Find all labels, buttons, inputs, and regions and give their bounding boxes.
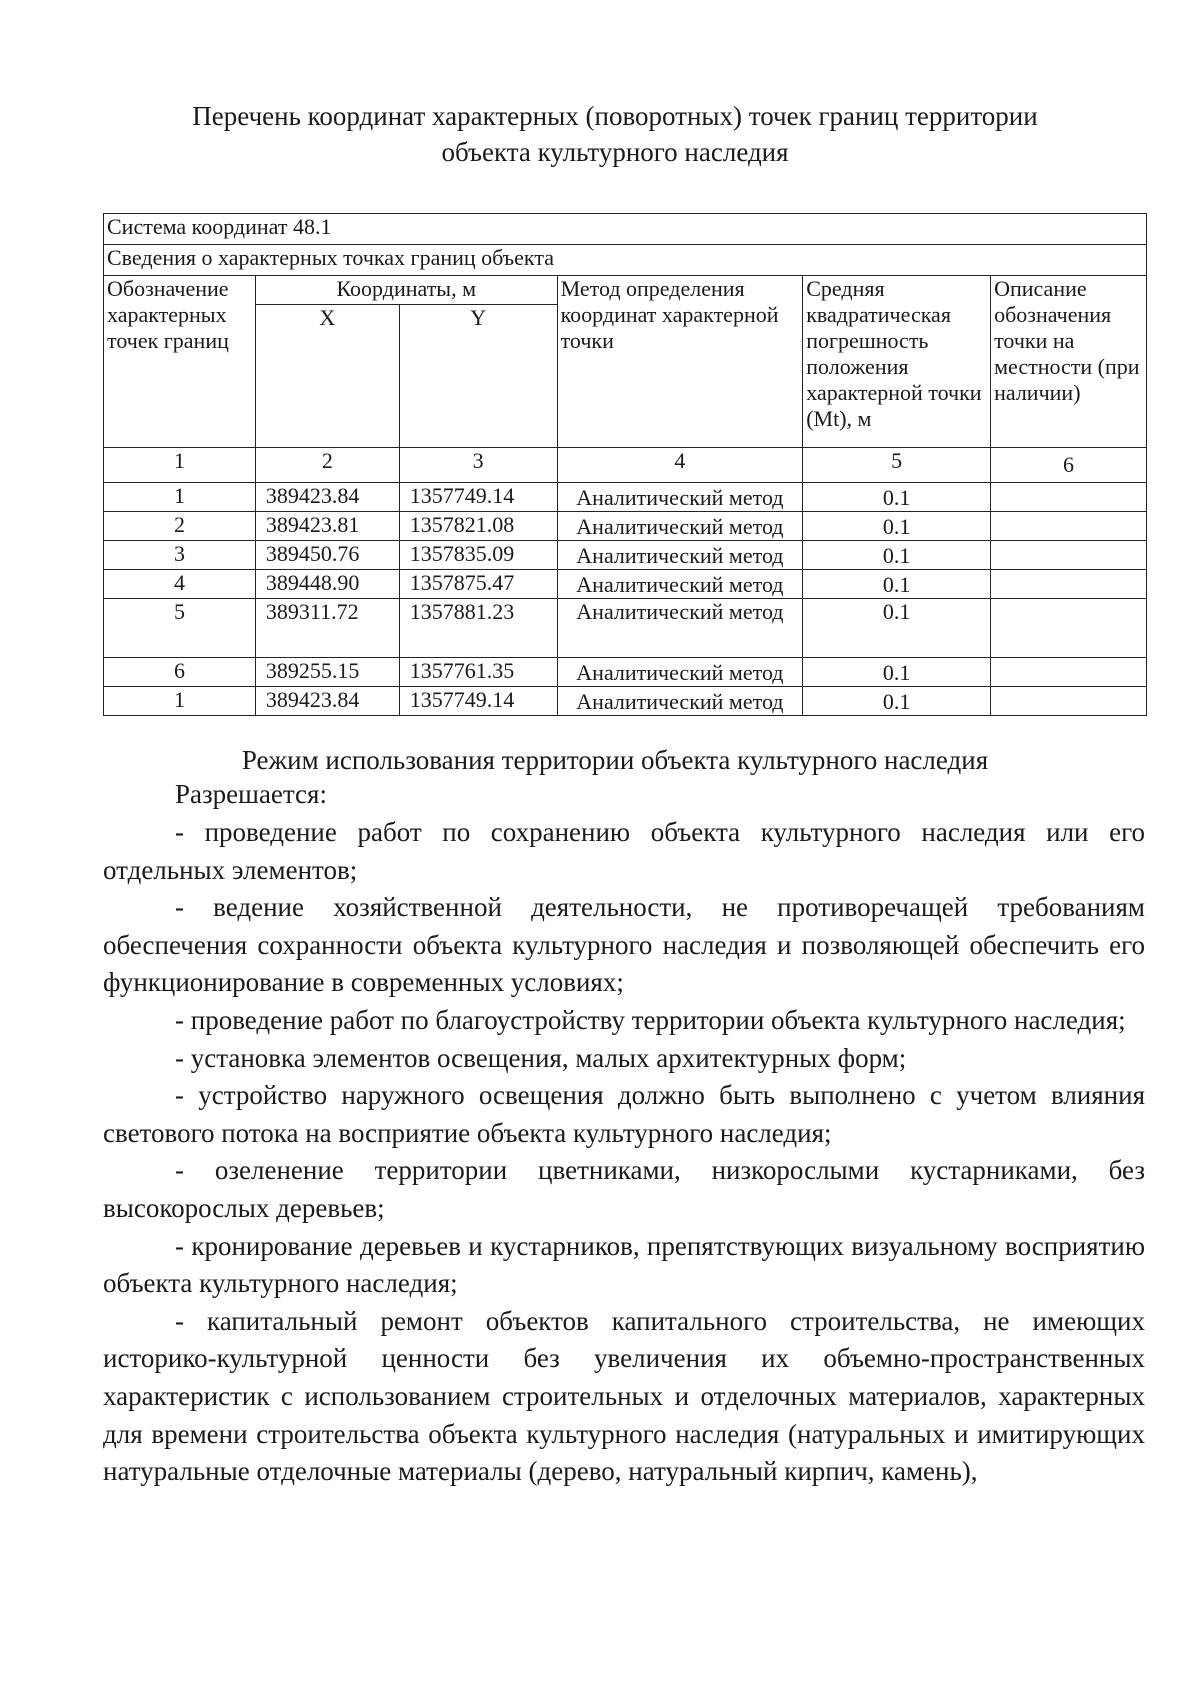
description-cell xyxy=(991,658,1147,687)
list-item: - установка элементов освещения, малых архитектурных форм; xyxy=(175,1042,907,1073)
list-item: - озеленение территории цветниками, низкорослыми кустарниками, без высокорослых деревьев; xyxy=(103,1155,1145,1223)
y-cell: 1357749.14 xyxy=(399,483,557,512)
point-cell: 3 xyxy=(104,541,256,570)
table-row xyxy=(104,658,1147,687)
header-coordinates: Координаты, м xyxy=(255,276,557,305)
col-number: 6 xyxy=(991,448,1147,483)
description-cell xyxy=(991,512,1147,541)
x-cell: 389255.15 xyxy=(255,658,399,687)
error-cell: 0.1 xyxy=(803,541,991,570)
list-item: - проведение работ по сохранению объекта культурного наследия или его отдельных элементов; xyxy=(103,817,1145,885)
header-x: X xyxy=(255,305,399,448)
method-cell: Аналитический метод xyxy=(557,599,803,658)
header-error: Средняя квадратическая погрешность положения характерной точки (Mt), м xyxy=(803,276,991,448)
method-cell: Аналитический метод xyxy=(557,483,803,512)
list-item: - ведение хозяйственной деятельности, не противоречащей требованиям обеспечения сохранности объекта культурного наследия и позволяющей обеспечить его функционирование в современных условиях; xyxy=(103,892,1145,998)
y-cell: 1357835.09 xyxy=(399,541,557,570)
coordinates-table xyxy=(103,213,1147,716)
table-row xyxy=(104,687,1147,716)
method-cell: Аналитический метод xyxy=(557,687,803,716)
method-cell: Аналитический метод xyxy=(557,512,803,541)
x-cell: 389311.72 xyxy=(255,599,399,658)
list-item: - устройство наружного освещения должно быть выполнено с учетом влияния светового потока на восприятие объекта культурного наследия; xyxy=(103,1080,1145,1148)
coord-system-cell: Система координат 48.1 xyxy=(104,214,1147,245)
y-cell: 1357821.08 xyxy=(399,512,557,541)
error-cell: 0.1 xyxy=(803,483,991,512)
x-cell: 389423.84 xyxy=(255,687,399,716)
y-cell: 1357881.23 xyxy=(399,599,557,658)
col-number: 4 xyxy=(557,448,803,483)
method-cell: Аналитический метод xyxy=(557,541,803,570)
allowed-label: Разрешается: xyxy=(175,779,327,809)
title-line-2: объекта культурного наследия xyxy=(441,137,789,167)
x-cell: 389448.90 xyxy=(255,570,399,599)
col-number: 2 xyxy=(255,448,399,483)
description-cell xyxy=(991,599,1147,658)
table-row xyxy=(104,570,1147,599)
col-number: 5 xyxy=(803,448,991,483)
y-cell: 1357875.47 xyxy=(399,570,557,599)
description-cell xyxy=(991,570,1147,599)
regime-list xyxy=(103,814,1145,1491)
col-number: 3 xyxy=(399,448,557,483)
document-title xyxy=(150,98,1080,170)
description-cell xyxy=(991,541,1147,570)
x-cell: 389423.84 xyxy=(255,483,399,512)
x-cell: 389450.76 xyxy=(255,541,399,570)
error-cell: 0.1 xyxy=(803,658,991,687)
header-method: Метод определения координат характерной точки xyxy=(557,276,803,448)
col-number: 1 xyxy=(104,448,256,483)
point-cell: 4 xyxy=(104,570,256,599)
y-cell: 1357749.14 xyxy=(399,687,557,716)
error-cell: 0.1 xyxy=(803,570,991,599)
list-item: - кронирование деревьев и кустарников, препятствующих визуальному восприятию объекта культурного наследия; xyxy=(103,1230,1145,1299)
regime-title: Режим использования территории объекта культурного наследия xyxy=(241,745,989,775)
table-row xyxy=(104,541,1147,570)
points-info-cell: Сведения о характерных точках границ объекта xyxy=(104,245,1147,276)
error-cell: 0.1 xyxy=(803,512,991,541)
x-cell: 389423.81 xyxy=(255,512,399,541)
error-cell: 0.1 xyxy=(803,687,991,716)
table-row xyxy=(104,512,1147,541)
point-cell: 2 xyxy=(104,512,256,541)
description-cell xyxy=(991,687,1147,716)
point-cell: 1 xyxy=(104,687,256,716)
point-cell: 1 xyxy=(104,483,256,512)
point-cell: 5 xyxy=(104,599,256,658)
header-description: Описание обозначения точки на местности (при наличии) xyxy=(991,276,1147,448)
list-item: - проведение работ по благоустройству территории объекта культурного наследия; xyxy=(175,1004,1126,1035)
description-cell xyxy=(991,483,1147,512)
table-row xyxy=(104,483,1147,512)
column-numbers-row xyxy=(104,448,1147,483)
header-designation: Обозначение характерных точек границ xyxy=(104,276,256,448)
method-cell: Аналитический метод xyxy=(557,570,803,599)
table-row xyxy=(104,599,1147,658)
y-cell: 1357761.35 xyxy=(399,658,557,687)
title-line-1: Перечень координат характерных (поворотных) точек границ территории xyxy=(192,101,1038,131)
point-cell: 6 xyxy=(104,658,256,687)
error-cell: 0.1 xyxy=(803,599,991,658)
header-y: Y xyxy=(399,305,557,448)
list-item: - капитальный ремонт объектов капитального строительства, не имеющих историко-культурной ценности без увеличения их объемно-пространственных характеристик с использованием строительных и отделочных материалов, характерных для времени строительства объекта культурного наследия (натуральных и имитирующих натуральные отделочные материалы (дерево, натуральный кирпич, камень), xyxy=(103,1305,1145,1487)
method-cell: Аналитический метод xyxy=(557,658,803,687)
